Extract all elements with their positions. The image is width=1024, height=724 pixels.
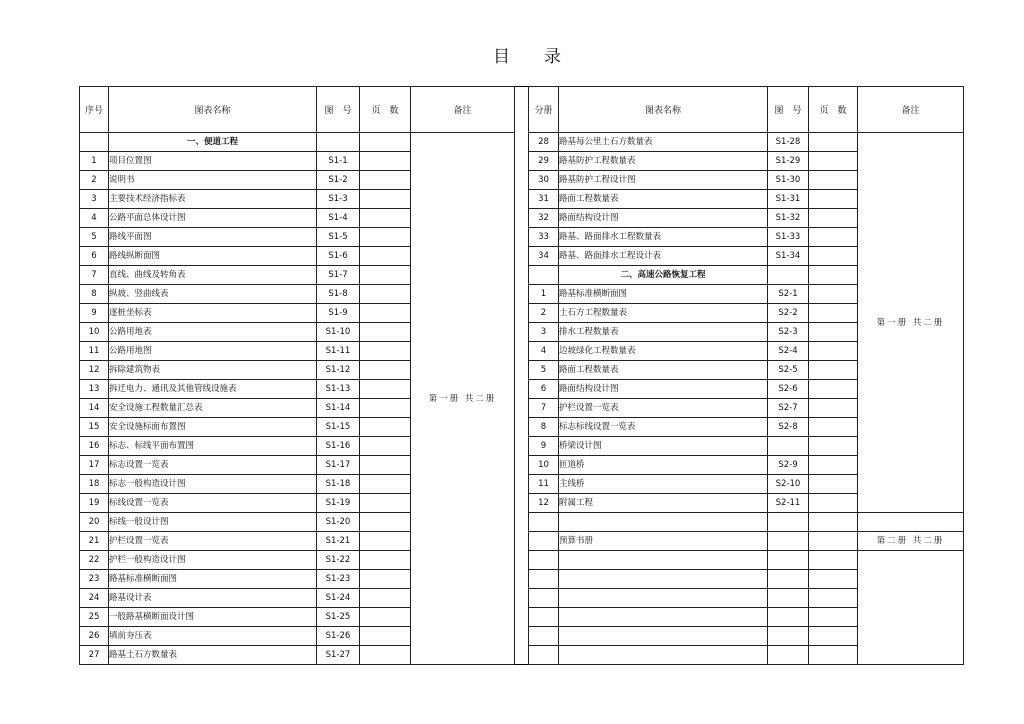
remark: 第一册 共二册 xyxy=(411,133,515,665)
item-name: 附属工程 xyxy=(559,494,768,513)
item-name: 安全设施工程数量汇总表 xyxy=(109,399,317,418)
page-count xyxy=(809,570,858,589)
drawing-number: S1-21 xyxy=(317,532,360,551)
page-count xyxy=(360,342,411,361)
row-number: 29 xyxy=(529,152,559,171)
toc-body-right xyxy=(529,133,964,665)
item-name xyxy=(559,646,768,665)
drawing-number: S1-10 xyxy=(317,323,360,342)
item-name: 路基标准横断面图 xyxy=(559,285,768,304)
page-count xyxy=(360,589,411,608)
page-count xyxy=(809,380,858,399)
item-name: 护栏设置一览表 xyxy=(109,532,317,551)
row-number: 27 xyxy=(80,646,109,665)
drawing-number: S1-29 xyxy=(768,152,809,171)
page-count xyxy=(360,285,411,304)
item-name: 标志、标线平面布置图 xyxy=(109,437,317,456)
drawing-number: S2-8 xyxy=(768,418,809,437)
col-header-remark: 备注 xyxy=(411,87,515,133)
row-number: 12 xyxy=(80,361,109,380)
page-count xyxy=(360,209,411,228)
section-heading: 二、高速公路恢复工程 xyxy=(559,266,768,285)
row-number: 19 xyxy=(80,494,109,513)
row-number xyxy=(529,266,559,285)
page-count xyxy=(360,570,411,589)
toc-row xyxy=(529,133,964,152)
item-name: 拆除建筑物表 xyxy=(109,361,317,380)
page-count xyxy=(360,304,411,323)
row-number: 4 xyxy=(529,342,559,361)
section-heading: 一、便道工程 xyxy=(109,133,317,152)
item-name: 标志设置一览表 xyxy=(109,456,317,475)
drawing-number: S1-17 xyxy=(317,456,360,475)
item-name: 路基土石方数量表 xyxy=(109,646,317,665)
drawing-number xyxy=(768,437,809,456)
row-number: 18 xyxy=(80,475,109,494)
item-name: 公路用地表 xyxy=(109,323,317,342)
drawing-number: S2-5 xyxy=(768,361,809,380)
drawing-number: S1-24 xyxy=(317,589,360,608)
row-number: 5 xyxy=(529,361,559,380)
item-name: 公路平面总体设计图 xyxy=(109,209,317,228)
row-number xyxy=(529,627,559,646)
item-name: 土石方工程数量表 xyxy=(559,304,768,323)
col-header-drawing-number: 图 号 xyxy=(317,87,360,133)
page-count xyxy=(360,456,411,475)
page-count xyxy=(360,133,411,152)
page-count xyxy=(360,171,411,190)
toc-row xyxy=(529,513,964,532)
drawing-number: S1-14 xyxy=(317,399,360,418)
col-header-volume: 分册 xyxy=(529,87,559,133)
row-number xyxy=(529,551,559,570)
item-name: 路面工程数量表 xyxy=(559,361,768,380)
drawing-number: S1-18 xyxy=(317,475,360,494)
page-count xyxy=(809,190,858,209)
drawing-number: S1-22 xyxy=(317,551,360,570)
row-number xyxy=(529,646,559,665)
drawing-number: S1-16 xyxy=(317,437,360,456)
drawing-number: S2-9 xyxy=(768,456,809,475)
col-header-pages: 页 数 xyxy=(360,87,411,133)
item-name: 填前夯压表 xyxy=(109,627,317,646)
toc-table-right xyxy=(528,86,964,665)
drawing-number: S1-7 xyxy=(317,266,360,285)
item-name: 路线平面图 xyxy=(109,228,317,247)
item-name: 标志一般构造设计图 xyxy=(109,475,317,494)
drawing-number: S1-15 xyxy=(317,418,360,437)
page-count xyxy=(360,627,411,646)
drawing-number: S1-34 xyxy=(768,247,809,266)
row-number: 6 xyxy=(80,247,109,266)
drawing-number: S2-4 xyxy=(768,342,809,361)
row-number: 32 xyxy=(529,209,559,228)
item-name: 护栏设置一览表 xyxy=(559,399,768,418)
page-count xyxy=(809,437,858,456)
row-number: 30 xyxy=(529,171,559,190)
row-number: 10 xyxy=(529,456,559,475)
col-header-pages: 页 数 xyxy=(809,87,858,133)
page-count xyxy=(809,589,858,608)
drawing-number: S2-10 xyxy=(768,475,809,494)
item-name: 匝道桥 xyxy=(559,456,768,475)
row-number xyxy=(529,608,559,627)
item-name: 桥梁设计图 xyxy=(559,437,768,456)
drawing-number: S1-2 xyxy=(317,171,360,190)
row-number xyxy=(529,532,559,551)
row-number xyxy=(529,589,559,608)
page-count xyxy=(809,209,858,228)
row-number: 21 xyxy=(80,532,109,551)
row-number: 23 xyxy=(80,570,109,589)
item-name: 路基每公里土石方数量表 xyxy=(559,133,768,152)
row-number: 14 xyxy=(80,399,109,418)
item-name: 路面工程数量表 xyxy=(559,190,768,209)
row-number: 8 xyxy=(529,418,559,437)
page-count xyxy=(809,285,858,304)
row-number: 7 xyxy=(529,399,559,418)
page-count xyxy=(360,551,411,570)
item-name: 说明书 xyxy=(109,171,317,190)
remark xyxy=(858,513,964,532)
drawing-number: S1-9 xyxy=(317,304,360,323)
item-name: 标线设置一览表 xyxy=(109,494,317,513)
page-count xyxy=(809,399,858,418)
drawing-number: S2-11 xyxy=(768,494,809,513)
row-number: 3 xyxy=(80,190,109,209)
drawing-number xyxy=(768,513,809,532)
toc-table-left xyxy=(79,86,515,665)
item-name: 拆迁电力、通讯及其他管线设施表 xyxy=(109,380,317,399)
drawing-number xyxy=(768,266,809,285)
drawing-number: S2-6 xyxy=(768,380,809,399)
item-name: 路基防护工程设计图 xyxy=(559,171,768,190)
col-header-remark: 备注 xyxy=(858,87,964,133)
row-number: 6 xyxy=(529,380,559,399)
page-count xyxy=(809,608,858,627)
item-name: 主线桥 xyxy=(559,475,768,494)
row-number xyxy=(529,513,559,532)
item-name: 路基、路面排水工程设计表 xyxy=(559,247,768,266)
page-count xyxy=(809,323,858,342)
page-count xyxy=(809,342,858,361)
row-number: 10 xyxy=(80,323,109,342)
drawing-number xyxy=(768,589,809,608)
page-count xyxy=(809,646,858,665)
drawing-number: S1-27 xyxy=(317,646,360,665)
drawing-number: S1-30 xyxy=(768,171,809,190)
drawing-number: S1-12 xyxy=(317,361,360,380)
row-number: 2 xyxy=(529,304,559,323)
row-number: 5 xyxy=(80,228,109,247)
item-name xyxy=(559,513,768,532)
row-number: 12 xyxy=(529,494,559,513)
row-number: 13 xyxy=(80,380,109,399)
drawing-number: S2-3 xyxy=(768,323,809,342)
page-count xyxy=(809,361,858,380)
row-number: 16 xyxy=(80,437,109,456)
drawing-number xyxy=(768,532,809,551)
item-name: 路基、路面排水工程数量表 xyxy=(559,228,768,247)
item-name: 路线纵断面图 xyxy=(109,247,317,266)
drawing-number: S1-23 xyxy=(317,570,360,589)
toc-row xyxy=(529,532,964,551)
drawing-number: S1-1 xyxy=(317,152,360,171)
item-name: 逐桩坐标表 xyxy=(109,304,317,323)
row-number: 9 xyxy=(529,437,559,456)
drawing-number: S1-8 xyxy=(317,285,360,304)
page-count xyxy=(809,551,858,570)
row-number: 2 xyxy=(80,171,109,190)
page-count xyxy=(809,475,858,494)
row-number: 11 xyxy=(80,342,109,361)
row-number: 1 xyxy=(529,285,559,304)
page-count xyxy=(809,513,858,532)
item-name: 主要技术经济指标表 xyxy=(109,190,317,209)
row-number: 22 xyxy=(80,551,109,570)
drawing-number xyxy=(768,627,809,646)
drawing-number: S1-28 xyxy=(768,133,809,152)
item-name: 路面结构设计图 xyxy=(559,209,768,228)
remark xyxy=(858,551,964,665)
row-number: 20 xyxy=(80,513,109,532)
page-count xyxy=(360,247,411,266)
remark: 第二册 共二册 xyxy=(858,532,964,551)
row-number: 31 xyxy=(529,190,559,209)
page-count xyxy=(809,266,858,285)
page-count xyxy=(360,608,411,627)
row-number: 3 xyxy=(529,323,559,342)
drawing-number: S1-33 xyxy=(768,228,809,247)
page-count xyxy=(809,532,858,551)
item-name: 直线、曲线及转角表 xyxy=(109,266,317,285)
item-name: 路基设计表 xyxy=(109,589,317,608)
item-name: 标志标线设置一览表 xyxy=(559,418,768,437)
row-number: 25 xyxy=(80,608,109,627)
drawing-number xyxy=(768,551,809,570)
page-count xyxy=(809,494,858,513)
item-name: 边坡绿化工程数量表 xyxy=(559,342,768,361)
item-name: 路面结构设计图 xyxy=(559,380,768,399)
item-name: 排水工程数量表 xyxy=(559,323,768,342)
drawing-number: S1-19 xyxy=(317,494,360,513)
drawing-number: S2-2 xyxy=(768,304,809,323)
page-count xyxy=(360,266,411,285)
drawing-number: S1-4 xyxy=(317,209,360,228)
col-header-drawing-number: 图 号 xyxy=(768,87,809,133)
page-count xyxy=(809,627,858,646)
drawing-number: S1-3 xyxy=(317,190,360,209)
drawing-number: S1-32 xyxy=(768,209,809,228)
page-count xyxy=(809,152,858,171)
item-name: 公路用地图 xyxy=(109,342,317,361)
row-number: 7 xyxy=(80,266,109,285)
row-number: 24 xyxy=(80,589,109,608)
page-title: 目 录 xyxy=(493,47,561,67)
drawing-number: S1-25 xyxy=(317,608,360,627)
page-count xyxy=(360,513,411,532)
drawing-number: S1-26 xyxy=(317,627,360,646)
page-count xyxy=(809,228,858,247)
item-name xyxy=(559,551,768,570)
item-name: 纵坡、竖曲线表 xyxy=(109,285,317,304)
col-header-number: 序号 xyxy=(80,87,109,133)
item-name xyxy=(559,608,768,627)
item-name: 预算书册 xyxy=(559,532,768,551)
page-count xyxy=(360,532,411,551)
page-count xyxy=(360,323,411,342)
page-count xyxy=(360,437,411,456)
drawing-number xyxy=(768,570,809,589)
page-count xyxy=(360,418,411,437)
col-header-name: 图表名称 xyxy=(109,87,317,133)
page-count xyxy=(360,646,411,665)
item-name: 安全设施标面布置图 xyxy=(109,418,317,437)
row-number: 28 xyxy=(529,133,559,152)
row-number: 8 xyxy=(80,285,109,304)
drawing-number xyxy=(317,133,360,152)
row-number: 26 xyxy=(80,627,109,646)
drawing-number: S1-13 xyxy=(317,380,360,399)
toc-body-left xyxy=(80,133,515,665)
item-name: 项目位置图 xyxy=(109,152,317,171)
page-count xyxy=(809,171,858,190)
header-row xyxy=(529,87,964,133)
item-name xyxy=(559,589,768,608)
page-count xyxy=(360,475,411,494)
row-number: 17 xyxy=(80,456,109,475)
drawing-number: S1-6 xyxy=(317,247,360,266)
row-number xyxy=(529,570,559,589)
page-count xyxy=(809,456,858,475)
item-name xyxy=(559,627,768,646)
item-name: 一般路基横断面设计图 xyxy=(109,608,317,627)
drawing-number xyxy=(768,608,809,627)
toc-row xyxy=(529,551,964,570)
row-number: 1 xyxy=(80,152,109,171)
drawing-number: S1-11 xyxy=(317,342,360,361)
page-count xyxy=(360,380,411,399)
page-count xyxy=(360,361,411,380)
drawing-number xyxy=(768,646,809,665)
page-count xyxy=(360,190,411,209)
page-count xyxy=(360,399,411,418)
page-count xyxy=(809,247,858,266)
section-row xyxy=(80,133,515,152)
item-name: 护栏一般构造设计图 xyxy=(109,551,317,570)
header-row xyxy=(80,87,515,133)
page-count xyxy=(809,304,858,323)
col-header-name: 图表名称 xyxy=(559,87,768,133)
drawing-number: S2-7 xyxy=(768,399,809,418)
row-number: 4 xyxy=(80,209,109,228)
item-name xyxy=(559,570,768,589)
page-count xyxy=(360,152,411,171)
remark: 第一册 共二册 xyxy=(858,133,964,513)
page-count xyxy=(809,418,858,437)
page-count xyxy=(809,133,858,152)
item-name: 路基标准横断面图 xyxy=(109,570,317,589)
row-number: 34 xyxy=(529,247,559,266)
row-number: 33 xyxy=(529,228,559,247)
row-number: 15 xyxy=(80,418,109,437)
table-divider xyxy=(514,86,528,665)
row-number: 9 xyxy=(80,304,109,323)
page-count xyxy=(360,494,411,513)
row-number: 11 xyxy=(529,475,559,494)
drawing-number: S2-1 xyxy=(768,285,809,304)
drawing-number: S1-31 xyxy=(768,190,809,209)
page-count xyxy=(360,228,411,247)
item-name: 路基防护工程数量表 xyxy=(559,152,768,171)
item-name: 标线一般设计图 xyxy=(109,513,317,532)
drawing-number: S1-5 xyxy=(317,228,360,247)
row-number xyxy=(80,133,109,152)
drawing-number: S1-20 xyxy=(317,513,360,532)
